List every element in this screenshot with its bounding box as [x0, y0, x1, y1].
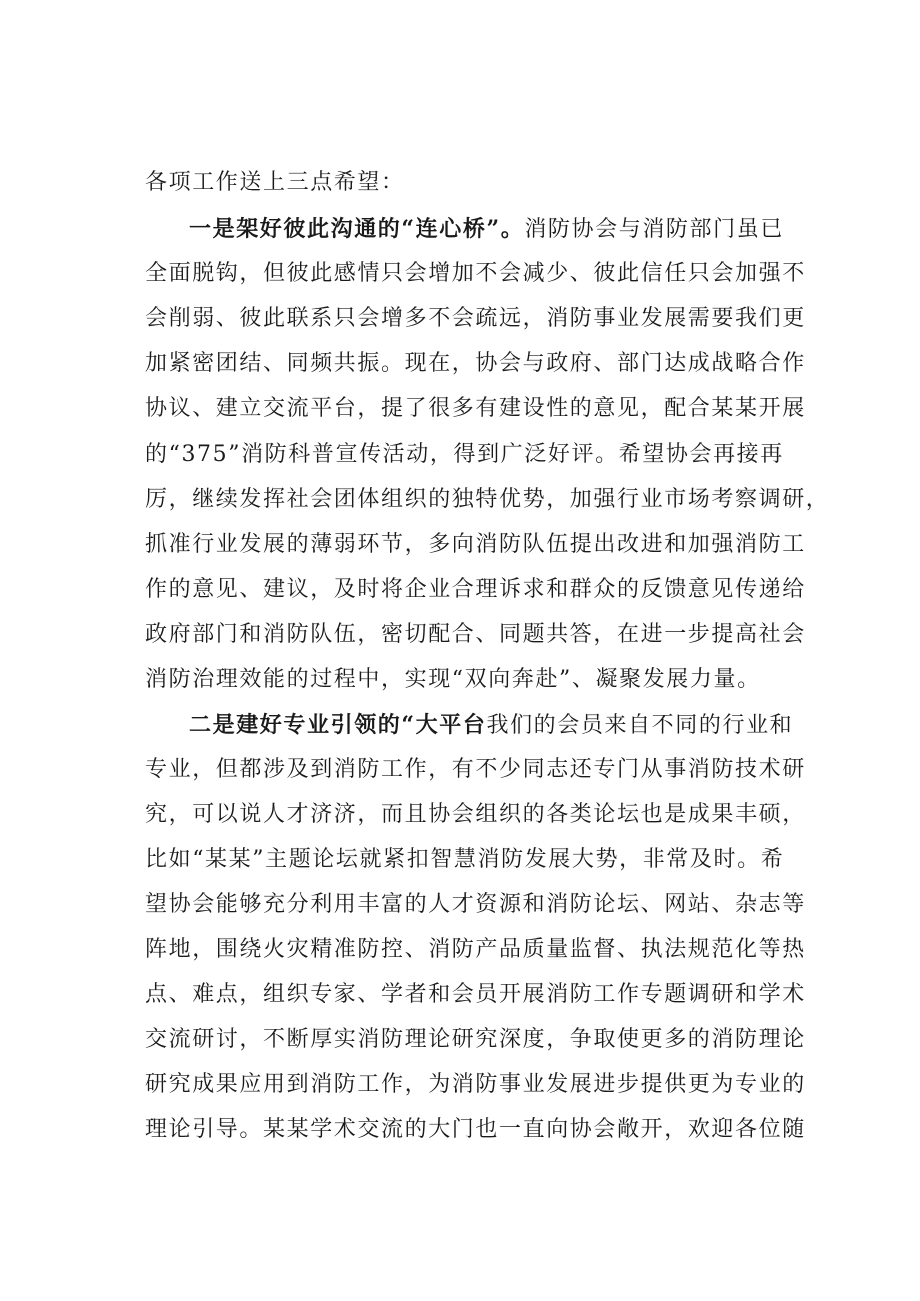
text-line: 全面脱钩，但彼此感情只会增加不会减少、彼此信任只会加强不	[145, 261, 806, 286]
text-line: 厉，继续发挥社会团体组织的独特优势，加强行业市场考察调研，	[145, 487, 830, 512]
paragraph-1-first-line: 一是架好彼此沟通的“连心桥”。消防协会与消防部门虽已	[189, 216, 784, 242]
text-line: 作的意见、建议，及时将企业合理诉求和群众的反馈意见传递给	[145, 577, 806, 602]
text-line: 阵地，围绕火灾精准防控、消防产品质量监督、执法规范化等热	[145, 937, 806, 962]
paragraph-1-heading: 一是架好彼此沟通的“连心桥”。	[189, 216, 525, 242]
paragraph-2-first-line: 二是建好专业引领的“大平台我们的会员来自不同的行业和	[189, 712, 794, 738]
text-line: 消防治理效能的过程中，实现“双向奔赴”、凝聚发展力量。	[145, 667, 761, 692]
text-line: 研究成果应用到消防工作，为消防事业发展进步提供更为专业的	[145, 1072, 806, 1097]
text-line: 究，可以说人才济济，而且协会组织的各类论坛也是成果丰硕，	[145, 802, 806, 827]
text-line: 理论引导。某某学术交流的大门也一直向协会敞开，欢迎各位随	[145, 1117, 806, 1142]
paragraph-2-heading: 二是建好专业引领的“大平台	[189, 712, 487, 738]
text-line: 的“375”消防科普宣传活动，得到广泛好评。希望协会再接再	[145, 442, 784, 467]
text-line: 政府部门和消防队伍，密切配合、同题共答，在进一步提高社会	[145, 622, 806, 647]
text-line: 望协会能够充分利用丰富的人才资源和消防论坛、网站、杂志等	[145, 892, 806, 917]
text-line: 加紧密团结、同频共振。现在，协会与政府、部门达成战略合作	[145, 351, 806, 376]
text-line: 协议、建立交流平台，提了很多有建设性的意见，配合某某开展	[145, 396, 806, 421]
text-line: 交流研讨，不断厚实消防理论研究深度，争取使更多的消防理论	[145, 1027, 806, 1052]
text-line: 抓准行业发展的薄弱环节，多向消防队伍提出改进和加强消防工	[145, 532, 806, 557]
text-line: 专业，但都涉及到消防工作，有不少同志还专门从事消防技术研	[145, 757, 806, 782]
text-line: 会削弱、彼此联系只会增多不会疏远，消防事业发展需要我们更	[145, 306, 806, 331]
text-line: 各项工作送上三点希望：	[145, 170, 405, 195]
text-line: 比如“某某”主题论坛就紧扣智慧消防发展大势，非常及时。希	[145, 847, 785, 872]
text-line: 点、难点，组织专家、学者和会员开展消防工作专题调研和学术	[145, 982, 806, 1007]
